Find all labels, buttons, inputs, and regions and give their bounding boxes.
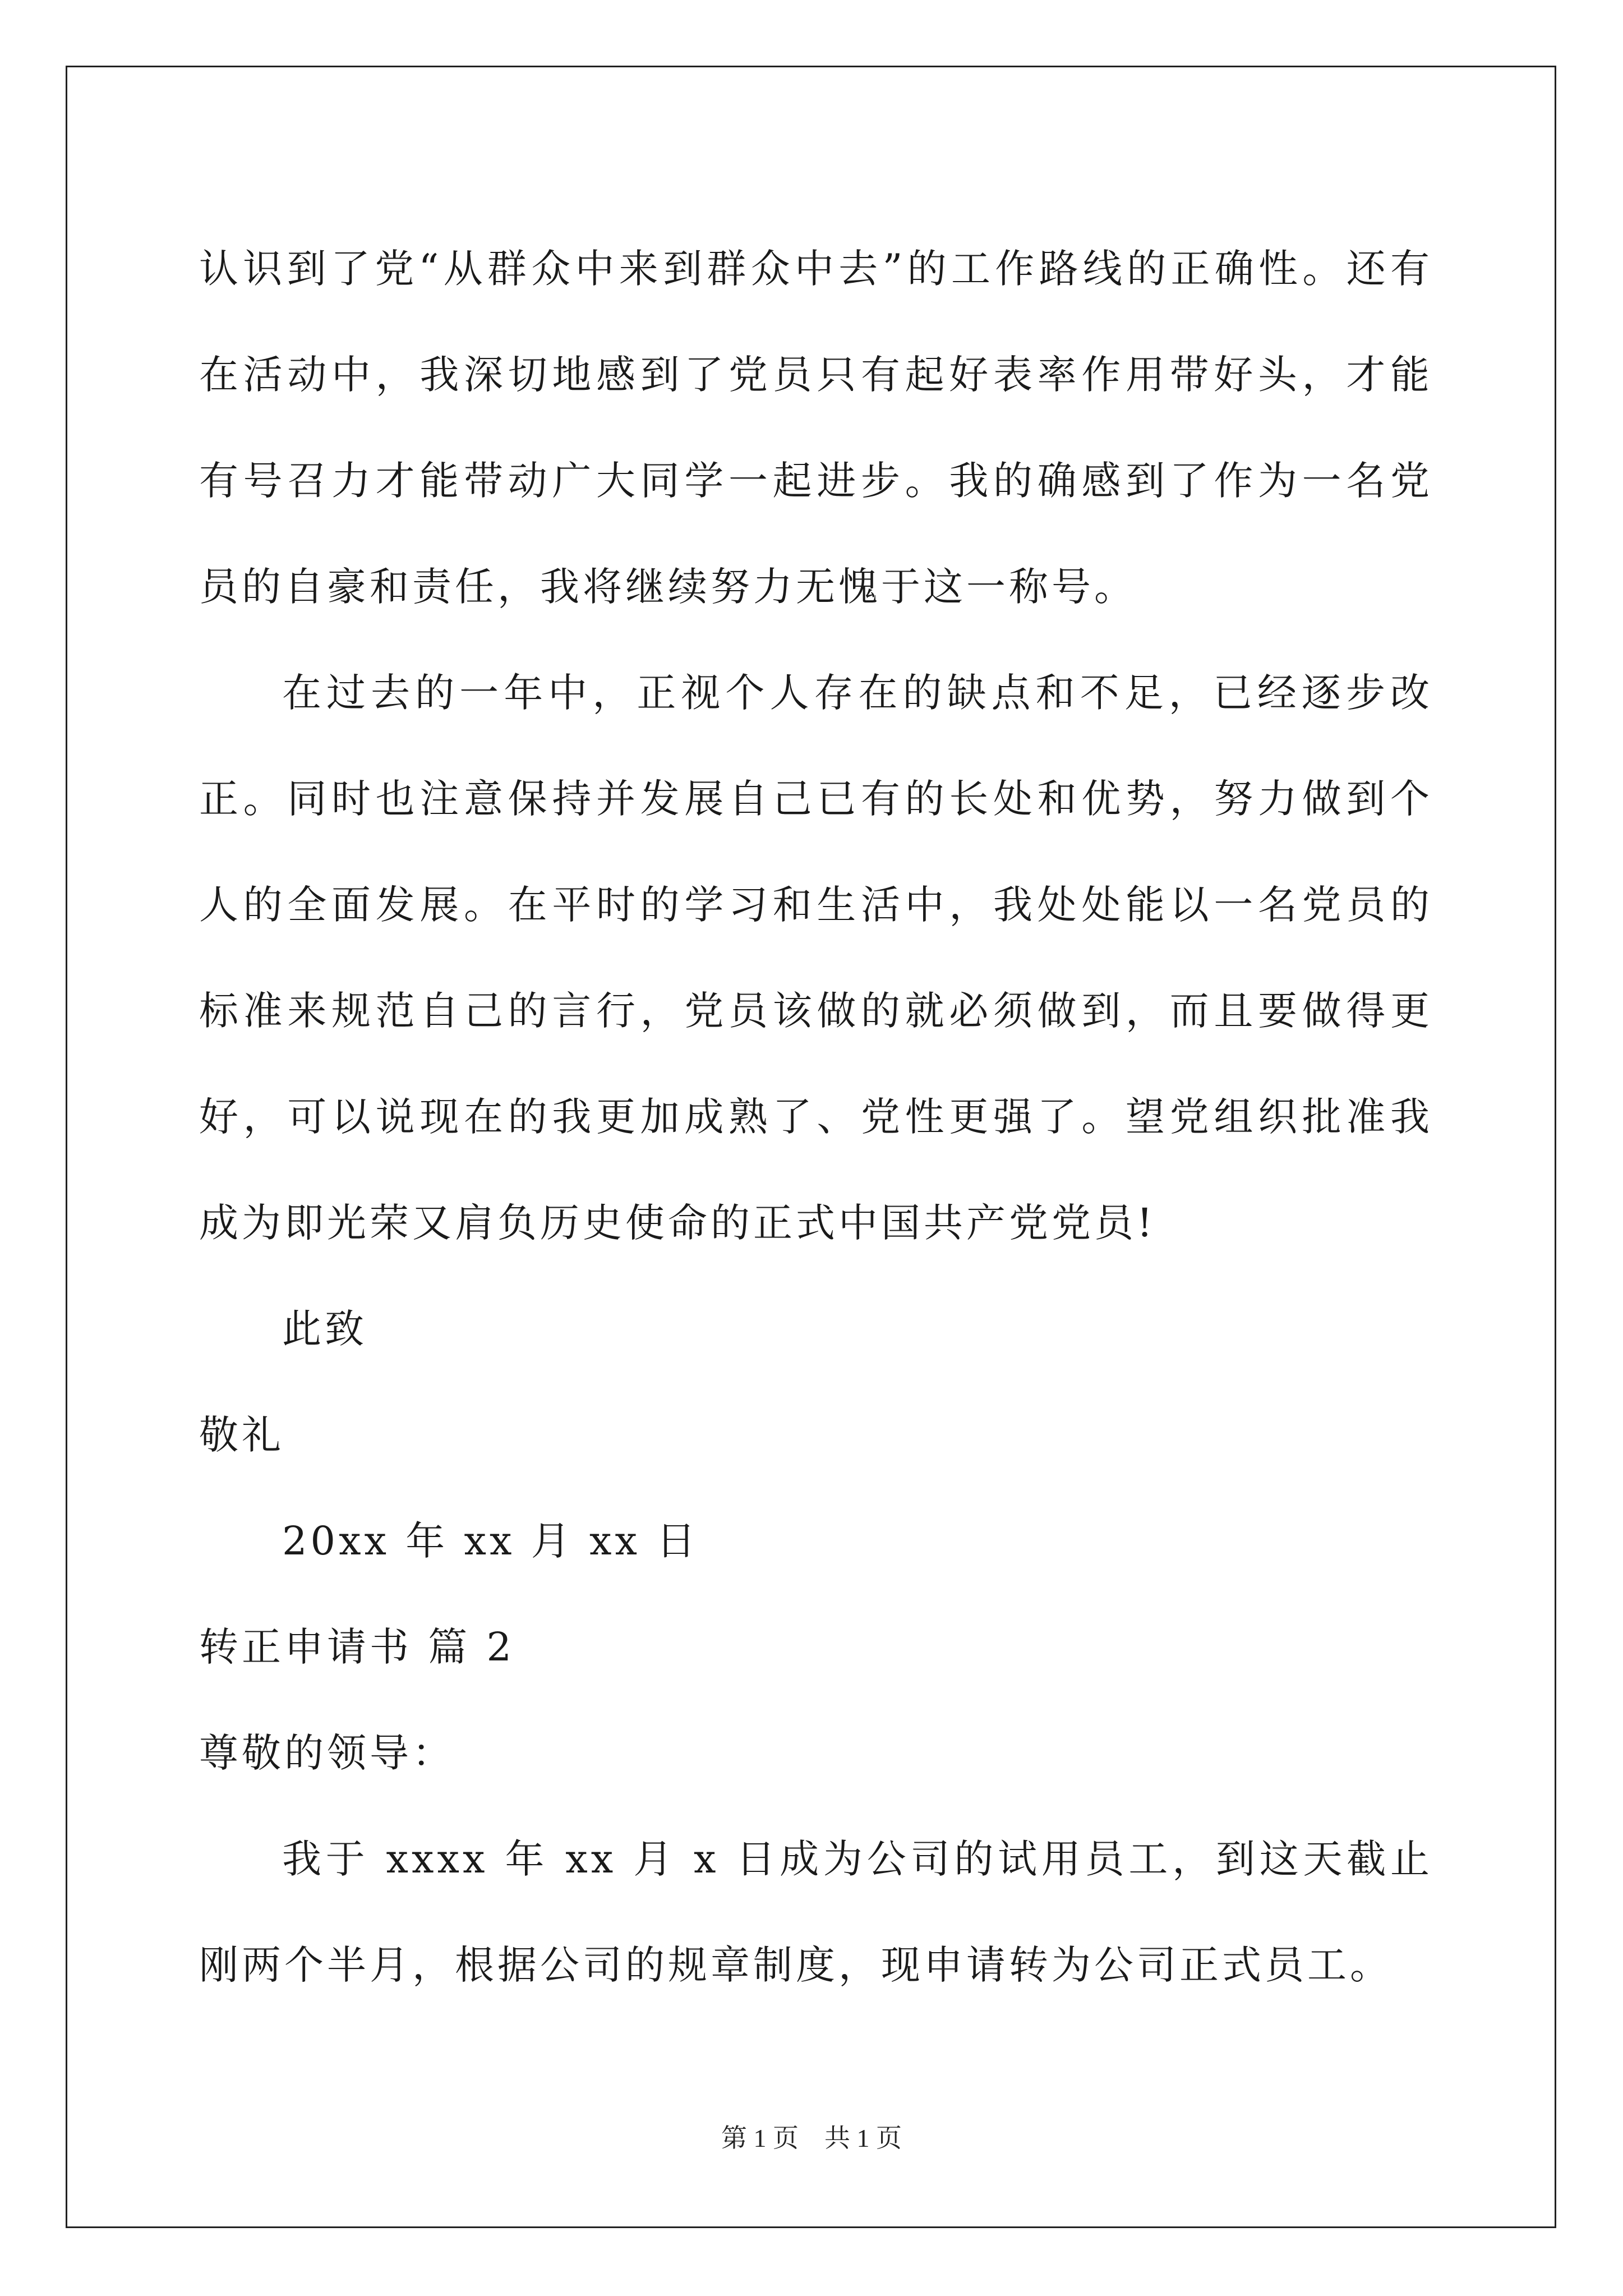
closing-salutation: 此致 bbox=[282, 1306, 367, 1352]
date-line: 20xx 年 xx 月 xx 日 bbox=[282, 1518, 699, 1564]
paragraph-self-review: 在过去的一年中，正视个人存在的缺点和不足，已经逐步改正。同时也注意保持并发展自己已有的长处和优势，努力做到个人的全面发展。在平时的学习和生活中，我处处能以一名党员的标准来规范自己的言行，党员该做的就必须做到，而且要做得更好，可以说现在的我更加成熟了、党性更强了。望党组织批准我成为即光荣又肩负历史使命的正式中国共产党党员! bbox=[199, 670, 1433, 1246]
greeting: 尊敬的领导： bbox=[199, 1730, 455, 1776]
page-number: 第 1 页 共 1 页 bbox=[721, 2124, 902, 2152]
section-heading: 转正申请书 篇 2 bbox=[199, 1624, 515, 1670]
paragraph-application: 我于 xxxx 年 xx 月 x 日成为公司的试用员工，到这天截止刚两个半月，根据公司的规章制度，现申请转为公司正式员工。 bbox=[199, 1836, 1433, 1988]
paragraph-party-line: 认识到了党“从群众中来到群众中去”的工作路线的正确性。还有在活动中，我深切地感到了党员只有起好表率作用带好头，才能有号召力才能带动广大同学一起进步。我的确感到了作为一名党员的自豪和责任，我将继续努力无愧于这一称号。 bbox=[199, 246, 1433, 610]
closing-regards: 敬礼 bbox=[199, 1412, 284, 1458]
document-body bbox=[199, 216, 1433, 2018]
